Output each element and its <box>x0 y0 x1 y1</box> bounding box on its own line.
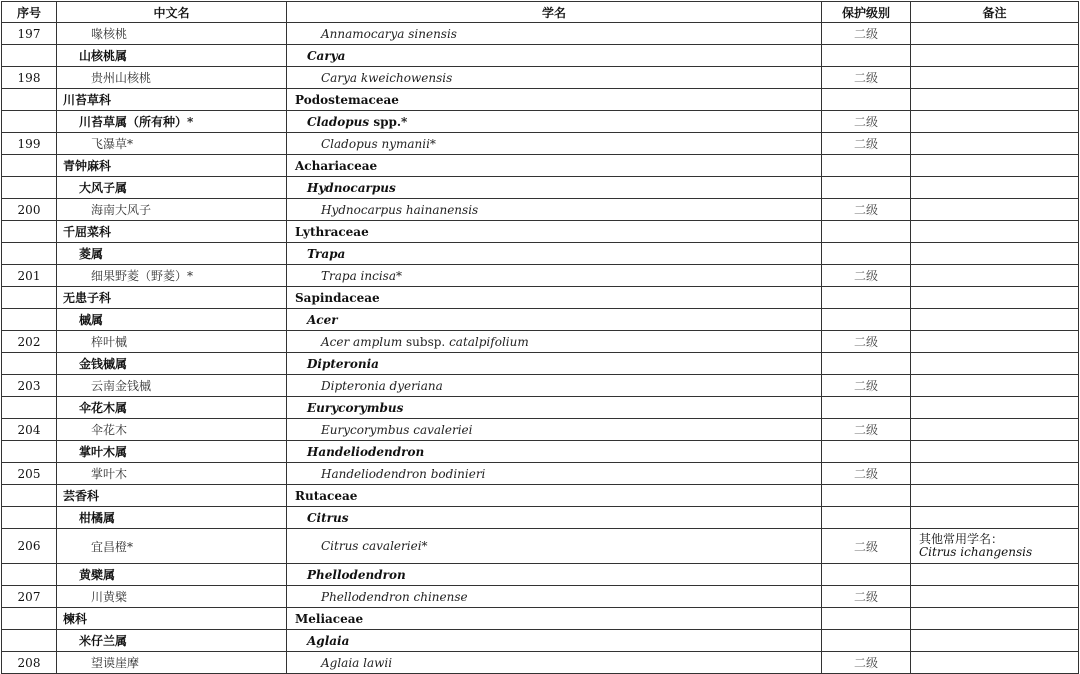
number-cell <box>2 331 57 353</box>
table-row-species <box>2 529 1079 564</box>
protection-level: 二级 <box>853 590 878 604</box>
header-remarks: 备注 <box>911 2 1079 23</box>
number-cell <box>2 441 57 463</box>
table-row-species <box>2 463 1079 485</box>
protection-level-cell <box>822 133 911 155</box>
number-cell <box>2 586 57 608</box>
table-row-species <box>2 652 1079 674</box>
scientific-name <box>287 539 428 553</box>
chinese-name-cell <box>57 397 287 419</box>
scientific-name-cell <box>287 564 822 586</box>
scientific-name <box>287 445 424 459</box>
scientific-name <box>287 203 478 217</box>
scientific-name <box>287 423 473 437</box>
chinese-name-cell <box>57 485 287 507</box>
remarks-cell <box>911 463 1079 485</box>
number-cell <box>2 608 57 630</box>
scientific-name-main: Lythraceae <box>295 224 369 239</box>
chinese-name: 伞花木属 <box>79 401 128 415</box>
remarks-cell <box>911 652 1079 674</box>
scientific-name-main: Hydnocarpus <box>307 180 396 195</box>
number-cell <box>2 45 57 67</box>
chinese-name-cell <box>57 608 287 630</box>
scientific-name <box>287 159 377 173</box>
number-cell <box>2 243 57 265</box>
scientific-name <box>287 71 452 85</box>
chinese-name-cell <box>57 419 287 441</box>
chinese-name: 望谟崖摩 <box>91 656 140 670</box>
remarks-cell <box>911 331 1079 353</box>
scientific-name-main: Citrus <box>307 510 349 525</box>
scientific-name-cell <box>287 67 822 89</box>
scientific-name-main: Rutaceae <box>295 488 358 503</box>
number-cell <box>2 133 57 155</box>
chinese-name: 槭属 <box>79 313 104 327</box>
number-cell <box>2 485 57 507</box>
protection-level: 二级 <box>853 379 878 393</box>
chinese-name-cell <box>57 463 287 485</box>
scientific-name-main: Cladopus nymanii* <box>321 136 436 151</box>
scientific-name-main: Achariaceae <box>295 158 378 173</box>
scientific-name <box>287 291 380 305</box>
protection-level-cell <box>822 586 911 608</box>
chinese-name-cell <box>57 23 287 45</box>
chinese-name: 青钟麻科 <box>63 159 112 173</box>
table-row-genus <box>2 243 1079 265</box>
protection-level-cell <box>822 111 911 133</box>
protection-level-cell <box>822 564 911 586</box>
scientific-name-main: Podostemaceae <box>295 92 399 107</box>
serial-number: 201 <box>17 268 41 283</box>
scientific-name-cell <box>287 608 822 630</box>
number-cell <box>2 177 57 199</box>
scientific-name-main: Carya <box>307 48 346 63</box>
protection-level: 二级 <box>853 539 878 554</box>
chinese-name-cell <box>57 564 287 586</box>
scientific-name-main: Dipteronia dyeriana <box>321 378 443 393</box>
protection-level: 二级 <box>853 656 878 670</box>
scientific-name <box>287 137 436 151</box>
scientific-name-main: Citrus cavaleriei* <box>321 539 428 553</box>
header-row <box>2 2 1079 23</box>
chinese-name: 千屈菜科 <box>63 225 112 239</box>
protection-level-cell <box>822 199 911 221</box>
protection-level-cell <box>822 353 911 375</box>
header-protection-level: 保护级别 <box>822 2 911 23</box>
table-row-genus <box>2 630 1079 652</box>
scientific-name <box>287 612 363 626</box>
scientific-name-cell <box>287 309 822 331</box>
header-chinese-name: 中文名 <box>57 2 287 23</box>
protection-level-cell <box>822 177 911 199</box>
table-row-genus <box>2 45 1079 67</box>
protection-level: 二级 <box>853 71 878 85</box>
protection-level: 二级 <box>853 423 878 437</box>
remarks-cell <box>911 564 1079 586</box>
table-row-genus <box>2 177 1079 199</box>
scientific-name-cell <box>287 463 822 485</box>
chinese-name: 楝科 <box>63 612 88 626</box>
table-body <box>2 23 1079 674</box>
scientific-name-cell <box>287 45 822 67</box>
chinese-name: 飞瀑草* <box>91 137 134 151</box>
table-row-genus <box>2 111 1079 133</box>
number-cell <box>2 23 57 45</box>
scientific-name-cell <box>287 265 822 287</box>
table-row-genus <box>2 397 1079 419</box>
remarks-cell <box>911 485 1079 507</box>
remarks-cell <box>911 265 1079 287</box>
remarks-cell <box>911 111 1079 133</box>
chinese-name-cell <box>57 586 287 608</box>
scientific-name <box>287 313 338 327</box>
table-row-genus <box>2 309 1079 331</box>
protection-level-cell <box>822 630 911 652</box>
scientific-name-cell <box>287 155 822 177</box>
chinese-name-cell <box>57 155 287 177</box>
scientific-name-main: Dipteronia <box>307 356 379 371</box>
scientific-name-main: Phellodendron chinense <box>321 589 468 604</box>
chinese-name-cell <box>57 133 287 155</box>
table-row-family <box>2 287 1079 309</box>
table-row-species <box>2 199 1079 221</box>
scientific-name-cell <box>287 331 822 353</box>
serial-number: 199 <box>17 136 41 151</box>
number-cell <box>2 375 57 397</box>
serial-number: 207 <box>17 589 41 604</box>
remarks-cell <box>911 586 1079 608</box>
scientific-name <box>287 656 392 670</box>
remarks-cell <box>911 177 1079 199</box>
number-cell <box>2 199 57 221</box>
scientific-name-cell <box>287 199 822 221</box>
scientific-name <box>287 379 443 393</box>
scientific-name-main: Phellodendron <box>307 567 406 582</box>
scientific-name-main: Annamocarya sinensis <box>321 26 457 41</box>
remarks-cell <box>911 133 1079 155</box>
chinese-name: 伞花木 <box>91 423 128 437</box>
chinese-name: 宜昌橙* <box>91 539 134 554</box>
remarks-cell <box>911 199 1079 221</box>
serial-number: 200 <box>17 202 41 217</box>
chinese-name-cell <box>57 441 287 463</box>
scientific-name-main: Acer <box>307 312 338 327</box>
chinese-name-cell <box>57 309 287 331</box>
remarks-cell <box>911 353 1079 375</box>
table-row-genus <box>2 441 1079 463</box>
chinese-name: 川黄檗 <box>91 590 128 604</box>
serial-number: 197 <box>17 26 41 41</box>
remarks-cell <box>911 507 1079 529</box>
table-row-family <box>2 89 1079 111</box>
remarks-cell <box>911 243 1079 265</box>
scientific-name <box>287 357 379 371</box>
scientific-name-cell <box>287 507 822 529</box>
remarks-cell <box>911 397 1079 419</box>
remarks-cell <box>911 375 1079 397</box>
scientific-name-main: Hydnocarpus hainanensis <box>321 202 479 217</box>
scientific-name <box>287 590 468 604</box>
table-row-species <box>2 67 1079 89</box>
species-table <box>1 1 1079 674</box>
protection-level-cell <box>822 67 911 89</box>
scientific-name-cell <box>287 287 822 309</box>
scientific-name-cell <box>287 485 822 507</box>
chinese-name: 黄檗属 <box>79 568 116 582</box>
protection-level-cell <box>822 45 911 67</box>
number-cell <box>2 652 57 674</box>
serial-number: 198 <box>17 70 41 85</box>
scientific-name <box>287 225 369 239</box>
scientific-name-main: Aglaia lawii <box>321 655 393 670</box>
remarks-cell <box>911 529 1079 564</box>
protection-level: 二级 <box>853 335 878 349</box>
protection-level: 二级 <box>853 269 878 283</box>
chinese-name-cell <box>57 652 287 674</box>
chinese-name: 掌叶木属 <box>79 445 128 459</box>
serial-number: 208 <box>17 655 41 670</box>
remarks-cell <box>911 221 1079 243</box>
scientific-name <box>287 489 357 503</box>
number-cell <box>2 221 57 243</box>
scientific-name-cell <box>287 586 822 608</box>
header-scientific-name: 学名 <box>287 2 822 23</box>
scientific-name-cell <box>287 111 822 133</box>
scientific-name <box>287 634 349 648</box>
protection-level: 二级 <box>853 27 878 41</box>
protection-level-cell <box>822 529 911 564</box>
chinese-name-cell <box>57 375 287 397</box>
chinese-name: 山核桃属 <box>79 49 128 63</box>
header-number: 序号 <box>2 2 57 23</box>
scientific-name <box>287 335 529 349</box>
scientific-name <box>287 181 396 195</box>
protection-level-cell <box>822 23 911 45</box>
scientific-name-rank: subsp. <box>402 334 450 349</box>
scientific-name <box>287 115 407 129</box>
table-row-family <box>2 485 1079 507</box>
protection-level-cell <box>822 419 911 441</box>
chinese-name-cell <box>57 353 287 375</box>
remarks-cell <box>911 45 1079 67</box>
chinese-name-cell <box>57 287 287 309</box>
scientific-name-infraspecific: catalpifolium <box>449 334 529 349</box>
number-cell <box>2 67 57 89</box>
serial-number: 203 <box>17 378 41 393</box>
chinese-name: 川苔草属（所有种）* <box>79 115 194 129</box>
table-row-species <box>2 375 1079 397</box>
scientific-name-cell <box>287 353 822 375</box>
table-row-genus <box>2 507 1079 529</box>
number-cell <box>2 353 57 375</box>
number-cell <box>2 309 57 331</box>
scientific-name <box>287 568 406 582</box>
number-cell <box>2 155 57 177</box>
protection-level-cell <box>822 507 911 529</box>
number-cell <box>2 463 57 485</box>
scientific-name <box>287 93 399 107</box>
scientific-name-suffix: spp.* <box>369 114 408 129</box>
protection-level: 二级 <box>853 115 878 129</box>
scientific-name-cell <box>287 441 822 463</box>
scientific-name-cell <box>287 133 822 155</box>
scientific-name-cell <box>287 652 822 674</box>
remarks-cell <box>911 287 1079 309</box>
scientific-name-cell <box>287 243 822 265</box>
scientific-name-main: Acer amplum <box>321 334 403 349</box>
chinese-name: 金钱槭属 <box>79 357 128 371</box>
chinese-name-cell <box>57 111 287 133</box>
chinese-name-cell <box>57 67 287 89</box>
scientific-name <box>287 401 403 415</box>
chinese-name: 云南金钱槭 <box>91 379 152 393</box>
remark-scientific-name: Citrus ichangensis <box>919 545 1033 559</box>
protection-level-cell <box>822 309 911 331</box>
number-cell <box>2 265 57 287</box>
protection-level-cell <box>822 375 911 397</box>
chinese-name-cell <box>57 89 287 111</box>
number-cell <box>2 529 57 564</box>
scientific-name <box>287 247 345 261</box>
scientific-name-cell <box>287 375 822 397</box>
remarks-cell <box>911 419 1079 441</box>
table-row-species <box>2 586 1079 608</box>
chinese-name: 米仔兰属 <box>79 634 128 648</box>
chinese-name: 大风子属 <box>79 181 128 195</box>
number-cell <box>2 397 57 419</box>
protection-level: 二级 <box>853 467 878 481</box>
number-cell <box>2 630 57 652</box>
chinese-name-cell <box>57 45 287 67</box>
chinese-name-cell <box>57 199 287 221</box>
scientific-name-main: Meliaceae <box>295 611 364 626</box>
scientific-name-cell <box>287 177 822 199</box>
protection-level-cell <box>822 243 911 265</box>
table-row-species <box>2 133 1079 155</box>
remarks-cell <box>911 89 1079 111</box>
table-row-family <box>2 608 1079 630</box>
chinese-name-cell <box>57 630 287 652</box>
table-row-species <box>2 331 1079 353</box>
remarks-cell <box>911 608 1079 630</box>
chinese-name-cell <box>57 243 287 265</box>
number-cell <box>2 89 57 111</box>
scientific-name-main: Trapa <box>307 246 346 261</box>
chinese-name: 梓叶槭 <box>91 335 128 349</box>
protection-level-cell <box>822 89 911 111</box>
chinese-name: 贵州山核桃 <box>91 71 152 85</box>
scientific-name-main: Eurycorymbus <box>307 400 404 415</box>
scientific-name-cell <box>287 529 822 564</box>
number-cell <box>2 287 57 309</box>
serial-number: 202 <box>17 334 41 349</box>
chinese-name-cell <box>57 331 287 353</box>
serial-number: 204 <box>17 422 41 437</box>
scientific-name-main: Trapa incisa* <box>321 268 402 283</box>
scientific-name-cell <box>287 221 822 243</box>
number-cell <box>2 564 57 586</box>
scientific-name-main: Handeliodendron bodinieri <box>321 466 486 481</box>
scientific-name-cell <box>287 23 822 45</box>
protection-level-cell <box>822 155 911 177</box>
chinese-name: 柑橘属 <box>79 511 116 525</box>
chinese-name-cell <box>57 529 287 564</box>
number-cell <box>2 419 57 441</box>
table-row-family <box>2 221 1079 243</box>
scientific-name <box>287 511 348 525</box>
remarks-cell <box>911 630 1079 652</box>
chinese-name: 掌叶木 <box>91 467 128 481</box>
scientific-name-main: Carya kweichowensis <box>321 70 453 85</box>
protection-level-cell <box>822 397 911 419</box>
protection-level: 二级 <box>853 137 878 151</box>
chinese-name-cell <box>57 177 287 199</box>
chinese-name: 细果野菱（野菱）* <box>91 269 194 283</box>
protection-level: 二级 <box>853 203 878 217</box>
scientific-name <box>287 49 345 63</box>
scientific-name-cell <box>287 397 822 419</box>
table-row-genus <box>2 353 1079 375</box>
chinese-name: 喙核桃 <box>91 27 128 41</box>
protection-level-cell <box>822 463 911 485</box>
scientific-name <box>287 467 485 481</box>
remarks-cell <box>911 441 1079 463</box>
protection-level-cell <box>822 441 911 463</box>
table-row-family <box>2 155 1079 177</box>
scientific-name-cell <box>287 419 822 441</box>
protection-level-cell <box>822 287 911 309</box>
chinese-name-cell <box>57 507 287 529</box>
chinese-name: 无患子科 <box>63 291 112 305</box>
protection-level-cell <box>822 652 911 674</box>
chinese-name-cell <box>57 265 287 287</box>
remarks-cell <box>911 23 1079 45</box>
scientific-name-main: Aglaia <box>307 633 350 648</box>
serial-number: 206 <box>17 539 41 553</box>
chinese-name-cell <box>57 221 287 243</box>
scientific-name-cell <box>287 89 822 111</box>
number-cell <box>2 507 57 529</box>
number-cell <box>2 111 57 133</box>
table-row-species <box>2 23 1079 45</box>
scientific-name-main: Sapindaceae <box>295 290 380 305</box>
remark-text: 其他常用学名： <box>919 532 1004 546</box>
scientific-name <box>287 27 457 41</box>
protection-level-cell <box>822 265 911 287</box>
scientific-name-main: Eurycorymbus cavaleriei <box>321 422 473 437</box>
remarks-cell <box>911 309 1079 331</box>
scientific-name-main: Cladopus <box>307 114 370 129</box>
table-row-genus <box>2 564 1079 586</box>
chinese-name: 菱属 <box>79 247 104 261</box>
protection-level-cell <box>822 331 911 353</box>
remarks-cell <box>911 67 1079 89</box>
table-row-species <box>2 419 1079 441</box>
chinese-name: 海南大风子 <box>91 203 152 217</box>
chinese-name: 川苔草科 <box>63 93 112 107</box>
remarks-cell <box>911 155 1079 177</box>
scientific-name-cell <box>287 630 822 652</box>
scientific-name-main: Handeliodendron <box>307 444 425 459</box>
protection-level-cell <box>822 608 911 630</box>
serial-number: 205 <box>17 466 41 481</box>
scientific-name <box>287 269 402 283</box>
protection-level-cell <box>822 221 911 243</box>
chinese-name: 芸香科 <box>63 489 100 503</box>
protection-level-cell <box>822 485 911 507</box>
table-row-species <box>2 265 1079 287</box>
